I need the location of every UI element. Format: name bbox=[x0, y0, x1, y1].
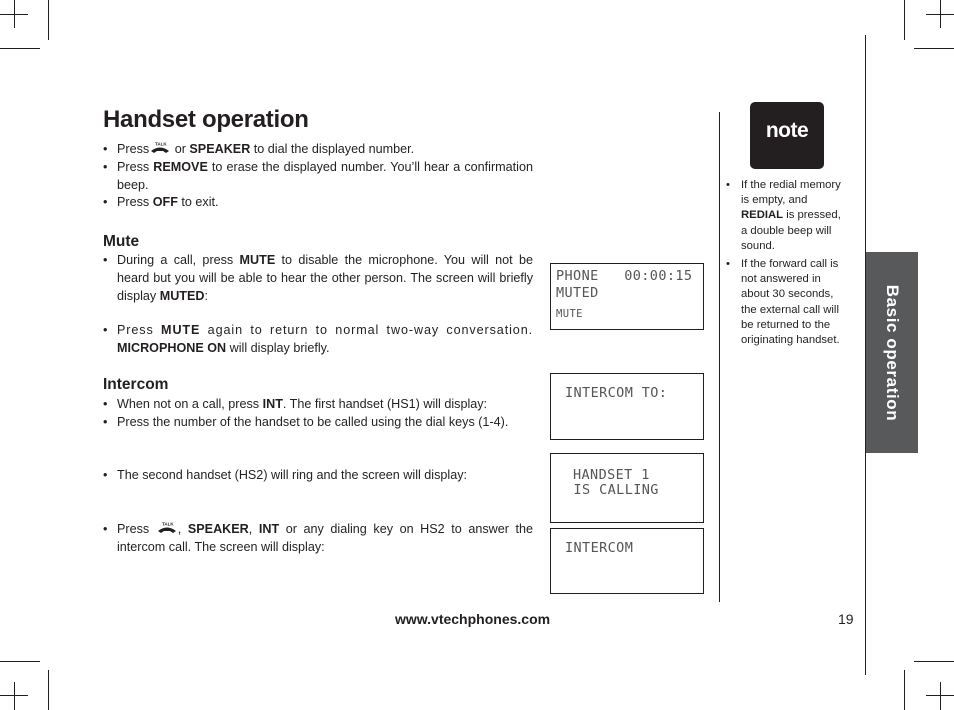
lcd-screen-muted bbox=[550, 263, 704, 330]
footer-url: www.vtechphones.com bbox=[395, 611, 551, 627]
crop-mark bbox=[914, 48, 954, 49]
crop-mark bbox=[0, 695, 28, 696]
chapter-tab bbox=[866, 252, 918, 453]
note-item: • If the redial memory is empty, and REDIAL is pressed, a double beep will sound. bbox=[726, 179, 841, 252]
crop-mark bbox=[0, 661, 40, 662]
talk-key-icon bbox=[156, 521, 178, 535]
list-item: • Press REMOVE to erase the displayed number. You’ll hear a confirmation beep. bbox=[103, 160, 533, 192]
lcd-line: PHONE 00:00:15 bbox=[556, 268, 693, 284]
lcd-line: INTERCOM TO: bbox=[565, 385, 668, 401]
svg-text:TALK: TALK bbox=[161, 521, 174, 527]
chapter-tab-label: Basic operation bbox=[883, 284, 902, 421]
crop-mark bbox=[904, 0, 905, 40]
list-item: • Press the number of the handset to be called using the dial keys (1-4). bbox=[103, 415, 509, 429]
page-title: Handset operation bbox=[103, 106, 309, 133]
list-item: • Press TALK or SPEAKER to dial the displayed number. bbox=[103, 141, 415, 156]
crop-mark bbox=[48, 670, 49, 710]
crop-mark bbox=[926, 14, 954, 15]
section-heading-mute: Mute bbox=[103, 233, 140, 250]
crop-mark bbox=[48, 0, 49, 40]
list-item: • The second handset (HS2) will ring and the screen will display: bbox=[103, 468, 467, 482]
crop-mark bbox=[914, 661, 954, 662]
list-item: • When not on a call, press INT. The first handset (HS1) will display: bbox=[103, 397, 488, 411]
lcd-screen-intercom-to bbox=[550, 373, 704, 440]
lcd-line: HANDSET 1 bbox=[573, 467, 650, 483]
lcd-screen-handset-calling bbox=[550, 453, 704, 523]
note-divider bbox=[719, 112, 720, 602]
note-badge: note bbox=[750, 102, 824, 169]
svg-text:TALK: TALK bbox=[155, 141, 167, 147]
list-item: • Press OFF to exit. bbox=[103, 195, 219, 209]
crop-mark bbox=[904, 670, 905, 710]
lcd-line: MUTED bbox=[556, 285, 599, 301]
note-item: • If the forward call is not answered in about 30 seconds, the external call will be returned to the originating handset. bbox=[726, 258, 840, 347]
talk-key-icon bbox=[149, 141, 171, 155]
section-heading-intercom: Intercom bbox=[103, 376, 169, 393]
crop-mark bbox=[0, 48, 40, 49]
list-item: • Press MUTE again to return to normal two-way conversation. MICROPHONE ON will display briefly. bbox=[103, 323, 533, 355]
page-number: 19 bbox=[838, 611, 854, 627]
crop-mark bbox=[940, 682, 941, 710]
crop-mark bbox=[926, 695, 954, 696]
lcd-screen-intercom bbox=[550, 528, 704, 594]
list-item: • Press TALK , SPEAKER, INT or any dialing key on HS2 to answer the intercom call. The screen will display: bbox=[103, 521, 534, 554]
list-item: • During a call, press MUTE to disable the microphone. You will not be heard but you will be able to hear the other person. The screen will briefly display MUTED: bbox=[103, 253, 533, 303]
lcd-line: IS CALLING bbox=[565, 482, 659, 498]
lcd-line: INTERCOM bbox=[565, 540, 634, 556]
crop-mark bbox=[14, 682, 15, 710]
crop-mark bbox=[0, 14, 28, 15]
lcd-line: MUTE bbox=[556, 308, 583, 320]
